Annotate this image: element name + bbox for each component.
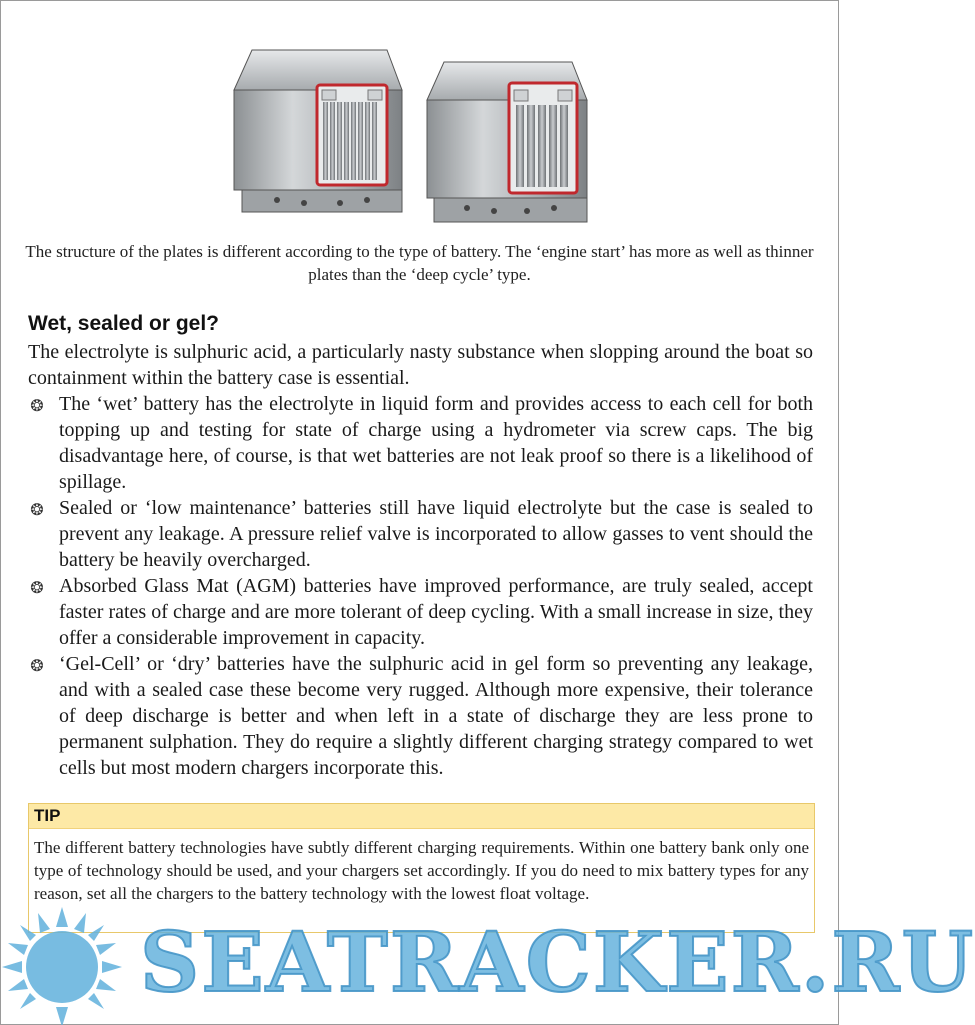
section-intro: The electrolyte is sulphuric acid, a particularly nasty substance when slopping around the boat so containment within the battery case is essential. [28, 341, 813, 389]
battery-type-list [28, 391, 813, 781]
list-item [28, 651, 813, 781]
list-item-text: Absorbed Glass Mat (AGM) batteries have improved performance, are truly sealed, accept faster rates of charge and are more tolerant of deep cycling. With a small increase in size, they offer a considerable improvement in capacity. [59, 575, 813, 649]
tip-title: TIP [29, 804, 814, 829]
section-heading: Wet, sealed or gel? [28, 312, 219, 335]
list-item-text: The ‘wet’ battery has the electrolyte in liquid form and provides access to each cell for both topping up and testing for state of charge using a hydrometer via screw caps. The big disadvantage here, of course, is that wet batteries are not leak proof so there is a likelihood of spillage. [59, 393, 813, 493]
watermark-text: SEATRACKER.RU [140, 915, 975, 1011]
gear-bullet-icon: ❂ [30, 578, 44, 597]
list-item [28, 391, 813, 495]
deep-cycle-battery [427, 62, 587, 222]
gear-bullet-icon: ❂ [30, 500, 44, 519]
list-item [28, 573, 813, 651]
battery-cutaway-figure [222, 40, 622, 235]
list-item-text: Sealed or ‘low maintenance’ batteries still have liquid electrolyte but the case is sealed to prevent any leakage. A pressure relief valve is incorporated to allow gasses to vent should the battery be heavily overcharged. [59, 497, 813, 571]
figure-caption: The structure of the plates is different according to the type of battery. The ‘engine start’ has more as well as thinner plates than the ‘deep cycle’ type. [25, 242, 814, 284]
list-item [28, 495, 813, 573]
list-item-text: ‘Gel-Cell’ or ‘dry’ batteries have the sulphuric acid in gel form so preventing any leakage, and with a sealed case these become very rugged. Although more expensive, their tolerance of deep discharge is better and when left in a state of discharge they are less prone to permanent sulphation. They do require a slightly different charging strategy compared to wet cells but most modern chargers incorporate this. [59, 653, 813, 779]
gear-bullet-icon: ❂ [30, 396, 44, 415]
gear-bullet-icon: ❂ [30, 656, 44, 675]
engine-start-battery [234, 50, 402, 212]
tip-body: The different battery technologies have subtly different charging requirements. Within one battery bank only one type of technology should be used, and your chargers set accordingly. If you do need to mix battery types for any reason, set all the chargers to the battery technology with the lowest float voltage. [34, 838, 809, 903]
